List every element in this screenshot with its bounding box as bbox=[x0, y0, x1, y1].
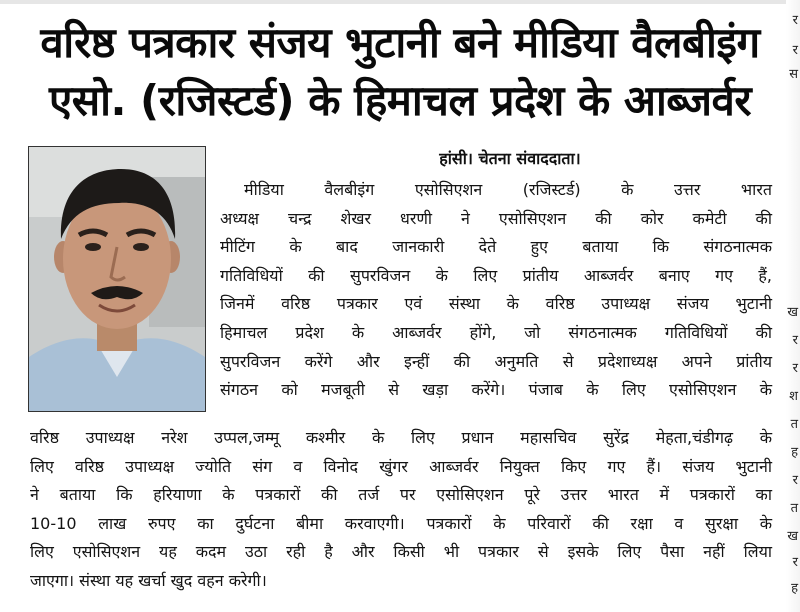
headline-line-1: वरिष्ठ पत्रकार संजय भुटानी बने मीडिया वैलबीइंग bbox=[40, 18, 760, 67]
body-line: लिए वरिष्ठ उपाध्यक्ष ज्योति संग व विनोद खुंगर आब्जर्वर नियुक्त किए गए हैं। संजय भुटानी bbox=[30, 456, 772, 476]
edge-glyph: ख bbox=[787, 529, 798, 544]
dateline: हांसी। चेतना संवाददाता। bbox=[439, 149, 581, 168]
edge-glyph: र bbox=[792, 333, 798, 348]
column-line: जिनमें वरिष्ठ पत्रकार एवं संस्था के वरिष्ठ उपाध्यक्ष संजय भुटानी bbox=[220, 294, 772, 314]
edge-glyph: ह bbox=[791, 581, 798, 596]
headline bbox=[16, 14, 784, 130]
column-line: मीडिया वैलबीइंग एसोसिएशन (रजिस्टर्ड) के उत्तर भारत bbox=[244, 180, 772, 199]
column-line: हिमाचल प्रदेश के आब्जर्वर होंगे, जो संगठनात्मक गतिविधियों की bbox=[220, 322, 772, 342]
column-line: संगठन को मजबूती से खड़ा करेंगे। पंजाब के लिए एसोसिएशन के bbox=[220, 380, 772, 400]
edge-glyph: त bbox=[790, 501, 798, 516]
edge-glyph: ख bbox=[787, 305, 798, 320]
edge-glyph: र bbox=[792, 473, 798, 488]
portrait-photo bbox=[28, 146, 206, 412]
edge-glyph: र bbox=[792, 555, 798, 570]
column-line: सुपरविजन करेंगे और इन्हीं की अनुमति से प्रदेशाध्यक्ष अपने प्रांतीय bbox=[220, 351, 772, 371]
adjacent-column-edge bbox=[786, 0, 800, 612]
edge-glyph: र bbox=[792, 361, 798, 376]
portrait-illustration bbox=[29, 147, 205, 411]
edge-glyph: स bbox=[789, 67, 798, 82]
column-line: अध्यक्ष चन्द्र शेखर धरणी ने एसोसिएशन की कोर कमेटी की bbox=[220, 208, 772, 228]
edge-glyph: श bbox=[789, 389, 798, 404]
body-line: वरिष्ठ उपाध्यक्ष नरेश उप्पल,जम्मू कश्मीर के लिए प्रधान महासचिव सुरेंद्र मेहता,चंडीगढ़ के bbox=[30, 428, 772, 447]
body-line: ने बताया कि हरियाणा के पत्रकारों की तर्ज पर एसोसिएशन पूरे उत्तर भारत में पत्रकारों का bbox=[30, 485, 772, 505]
wrapped-column-text bbox=[220, 176, 772, 405]
body-line: 10-10 लाख रुपए का दुर्घटना बीमा करवाएगी। पत्रकारों के परिवारों की रक्षा व सुरक्षा के bbox=[30, 513, 772, 533]
column-line: गतिविधियों की सुपरविजन के लिए प्रांतीय आब्जर्वर बनाए गए हैं, bbox=[220, 265, 772, 285]
page-top-rule bbox=[0, 0, 800, 4]
edge-glyph: र bbox=[792, 13, 798, 28]
headline-line-2: एसो. (रजिस्टर्ड) के हिमाचल प्रदेश के आब्जर्वर bbox=[48, 76, 752, 125]
edge-glyph: र bbox=[792, 43, 798, 58]
full-width-text bbox=[30, 424, 772, 596]
edge-glyph: ह bbox=[791, 445, 798, 460]
column-line: मीटिंग के बाद जानकारी देते हुए बताया कि संगठनात्मक bbox=[220, 237, 772, 257]
body-line: लिए एसोसिएशन यह कदम उठा रही है और किसी भी पत्रकार से इसके लिए पैसा नहीं लिया bbox=[30, 542, 772, 562]
body-line: जाएगा। संस्था यह खर्चा खुद वहन करेगी। bbox=[30, 570, 267, 590]
edge-glyph: त bbox=[790, 417, 798, 432]
